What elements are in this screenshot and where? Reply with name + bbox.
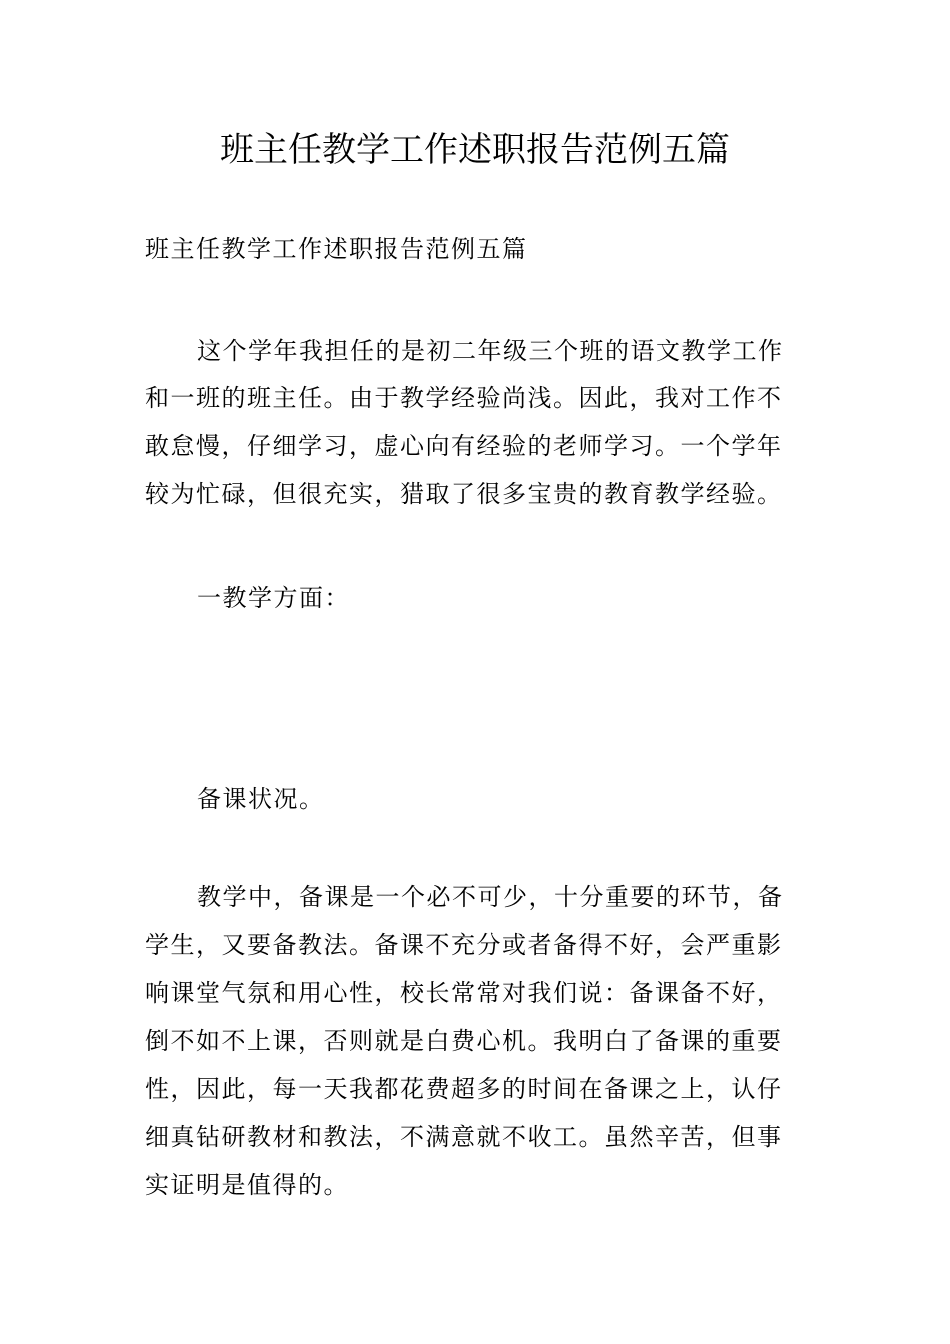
document-subtitle: 班主任教学工作述职报告范例五篇 bbox=[145, 235, 528, 263]
paragraph-line: 较为忙碌，但很充实，猎取了很多宝贵的教育教学经验。 bbox=[145, 480, 783, 508]
paragraph-line: 这个学年我担任的是初二年级三个班的语文教学工作 bbox=[197, 337, 784, 365]
paragraph-line: 教学中，备课是一个必不可少，十分重要的环节，备 bbox=[197, 883, 784, 911]
section-heading: 备课状况。 bbox=[197, 785, 325, 813]
paragraph-line: 细真钻研教材和教法，不满意就不收工。虽然辛苦，但事 bbox=[145, 1123, 783, 1151]
paragraph-line: 倒不如不上课，否则就是白费心机。我明白了备课的重要 bbox=[145, 1027, 783, 1055]
document-title: 班主任教学工作述职报告范例五篇 bbox=[220, 130, 730, 170]
paragraph-line: 敢怠慢，仔细学习，虚心向有经验的老师学习。一个学年 bbox=[145, 432, 783, 460]
section-heading: 一教学方面： bbox=[197, 584, 350, 612]
paragraph-line: 和一班的班主任。由于教学经验尚浅。因此，我对工作不 bbox=[145, 384, 783, 412]
paragraph-line: 学生，又要备教法。备课不充分或者备得不好，会严重影 bbox=[145, 931, 783, 959]
paragraph-line: 实证明是值得的。 bbox=[145, 1171, 349, 1199]
paragraph-line: 性，因此，每一天我都花费超多的时间在备课之上，认仔 bbox=[145, 1075, 783, 1103]
paragraph-line: 响课堂气氛和用心性，校长常常对我们说：备课备不好， bbox=[145, 979, 783, 1007]
